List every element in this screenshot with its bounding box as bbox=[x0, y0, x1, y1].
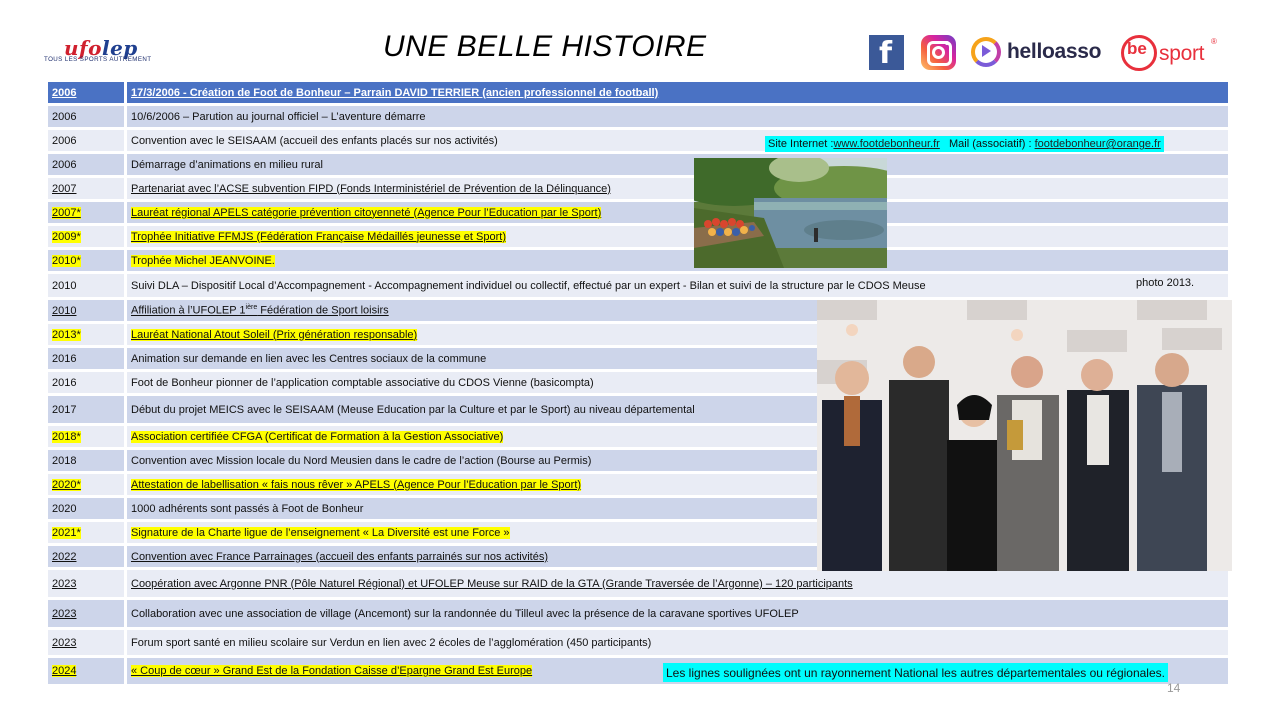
timeline-year: 2016 bbox=[52, 352, 77, 365]
timeline-year: 2006 bbox=[52, 134, 77, 147]
timeline-row bbox=[48, 202, 1228, 223]
helloasso-logo[interactable] bbox=[971, 35, 1111, 69]
timeline-description bbox=[131, 637, 651, 649]
timeline-year-cell bbox=[48, 300, 124, 321]
ufolep-logo bbox=[44, 38, 194, 68]
timeline-year: 2023 bbox=[52, 636, 77, 649]
timeline-text: « Coup de cœur » Grand Est de la Fondation Caisse d’Epargne Grand Est Europe bbox=[131, 665, 533, 677]
timeline-year: 2007 bbox=[52, 182, 77, 195]
timeline-description bbox=[131, 578, 853, 590]
website-link[interactable]: www.footdebonheur.fr bbox=[833, 138, 940, 150]
timeline-year-cell bbox=[48, 324, 124, 345]
logo-tagline: TOUS LES SPORTS AUTREMENT bbox=[44, 56, 152, 63]
timeline-row bbox=[48, 630, 1228, 655]
timeline-description bbox=[131, 135, 498, 147]
photo-caption: photo 2013. bbox=[1136, 277, 1195, 289]
timeline-description bbox=[131, 503, 363, 515]
timeline-text: Forum sport santé en milieu scolaire sur Verdun en lien avec 2 écoles de l’agglomération (450 participants) bbox=[131, 636, 652, 649]
timeline-year: 2009* bbox=[52, 230, 81, 243]
timeline-year-cell bbox=[48, 226, 124, 247]
timeline-text: 1000 adhérents sont passés à Foot de Bonheur bbox=[131, 502, 364, 515]
timeline-year: 2022 bbox=[52, 550, 77, 563]
timeline-year: 2021* bbox=[52, 526, 81, 539]
timeline-text: 10/6/2006 – Parution au journal officiel – L’aventure démarre bbox=[131, 110, 426, 123]
timeline-year: 2020 bbox=[52, 502, 77, 515]
instagram-dot bbox=[945, 41, 949, 45]
besport-be: be bbox=[1127, 39, 1147, 58]
timeline-year-cell bbox=[48, 348, 124, 369]
timeline-description bbox=[131, 329, 417, 341]
timeline-text: Suivi DLA – Dispositif Local d’Accompagnement - Accompagnement individuel ou collectif, effectué par un expert - Bilan et suivi de la structure par le CDOS Meuse bbox=[131, 279, 926, 292]
legend-note: Les lignes soulignées ont un rayonnement National les autres départementales ou régionales. bbox=[663, 663, 1168, 682]
timeline-text: Coopération avec Argonne PNR (Pôle Naturel Régional) et UFOLEP Meuse sur RAID de la GTA (Grande Traversée de l’Argonne) – 120 participants bbox=[131, 577, 853, 590]
timeline-year-cell bbox=[48, 522, 124, 543]
contact-callout bbox=[765, 136, 1164, 152]
timeline-text: Convention avec le SEISAAM (accueil des enfants placés sur nos activités) bbox=[131, 134, 498, 147]
timeline-text: Attestation de labellisation « fais nous rêver » APELS (Agence Pour l’Education par le Sport) bbox=[131, 478, 582, 491]
timeline-row bbox=[48, 250, 1228, 271]
timeline-description bbox=[131, 255, 275, 267]
timeline-year: 2020* bbox=[52, 478, 81, 491]
timeline-description-cell bbox=[127, 226, 1228, 247]
timeline-year-cell bbox=[48, 82, 124, 103]
timeline-row bbox=[48, 570, 1228, 597]
besport-logo[interactable] bbox=[1121, 35, 1221, 69]
facebook-icon[interactable] bbox=[869, 35, 904, 70]
timeline-year-cell bbox=[48, 474, 124, 495]
page-title: UNE BELLE HISTOIRE bbox=[383, 30, 707, 63]
timeline-description bbox=[131, 353, 486, 365]
site-label: Site Internet : bbox=[768, 138, 834, 150]
timeline-row bbox=[48, 274, 1228, 297]
lake-group-photo bbox=[694, 158, 887, 268]
timeline-row bbox=[48, 178, 1228, 199]
timeline-description bbox=[131, 479, 581, 491]
helloasso-play-icon bbox=[982, 45, 991, 57]
timeline-description-cell bbox=[127, 600, 1228, 627]
award-photo-svg bbox=[817, 300, 1232, 571]
instagram-icon[interactable] bbox=[921, 35, 956, 70]
timeline-year-cell bbox=[48, 130, 124, 151]
mail-label: Mail (associatif) : bbox=[939, 138, 1035, 150]
timeline-year-cell bbox=[48, 250, 124, 271]
timeline-year: 2006 bbox=[52, 158, 77, 171]
timeline-description bbox=[131, 183, 611, 195]
timeline-year-cell bbox=[48, 202, 124, 223]
timeline-text: Animation sur demande en lien avec les Centres sociaux de la commune bbox=[131, 352, 487, 365]
timeline-year-cell bbox=[48, 396, 124, 423]
timeline-year-cell bbox=[48, 426, 124, 447]
timeline-description-cell bbox=[127, 154, 1228, 175]
timeline-description bbox=[131, 304, 389, 317]
timeline-description bbox=[131, 87, 658, 99]
timeline-row bbox=[48, 226, 1228, 247]
besport-sport: sport bbox=[1159, 42, 1205, 65]
timeline-year: 2006 bbox=[52, 110, 77, 123]
timeline-description bbox=[131, 159, 323, 171]
timeline-description bbox=[131, 207, 601, 219]
timeline-year: 2018* bbox=[52, 430, 81, 443]
timeline-text: Lauréat National Atout Soleil (Prix génération responsable) bbox=[131, 328, 418, 341]
timeline-text: Foot de Bonheur pionner de l’application comptable associative du CDOS Vienne (basicompta) bbox=[131, 376, 594, 389]
timeline-description bbox=[131, 231, 506, 243]
timeline-text: Trophée Initiative FFMJS (Fédération Française Médaillés jeunesse et Sport) bbox=[131, 230, 506, 243]
timeline-text-after: Fédération de Sport loisirs bbox=[257, 304, 389, 317]
timeline-year: 2013* bbox=[52, 328, 81, 341]
page-number: 14 bbox=[1167, 681, 1181, 695]
timeline-year-cell bbox=[48, 498, 124, 519]
timeline-year: 2010* bbox=[52, 254, 81, 267]
logo-brand-main: ufo bbox=[64, 36, 102, 60]
timeline-year-cell bbox=[48, 274, 124, 297]
timeline-year-cell bbox=[48, 372, 124, 393]
timeline-year-cell bbox=[48, 450, 124, 471]
email-link[interactable]: footdebonheur@orange.fr bbox=[1034, 138, 1161, 150]
timeline-text: Convention avec France Parrainages (accueil des enfants parrainés sur nos activités) bbox=[131, 550, 548, 563]
timeline-year-cell bbox=[48, 178, 124, 199]
timeline-description-cell bbox=[127, 178, 1228, 199]
facebook-glyph: f bbox=[879, 36, 893, 71]
timeline-row bbox=[48, 154, 1228, 175]
timeline-year-cell bbox=[48, 546, 124, 567]
timeline-year: 2010 bbox=[52, 279, 77, 292]
timeline-year: 2017 bbox=[52, 403, 77, 416]
timeline-text: Convention avec Mission locale du Nord Meusien dans le cadre de l’action (Bourse au Permis) bbox=[131, 454, 592, 467]
timeline-year: 2023 bbox=[52, 577, 77, 590]
timeline-text: 17/3/2006 - Création de Foot de Bonheur – Parrain DAVID TERRIER (ancien professionnel de football) bbox=[131, 86, 659, 99]
timeline-text: Début du projet MEICS avec le SEISAAM (Meuse Education par la Culture et par le Sport) au niveau départemental bbox=[131, 403, 695, 416]
timeline-text: Association certifiée CFGA (Certificat de Formation à la Gestion Associative) bbox=[131, 430, 504, 443]
instagram-lens bbox=[932, 46, 945, 59]
timeline-row bbox=[48, 106, 1228, 127]
logo-brand-accent: lep bbox=[101, 36, 138, 60]
timeline-year: 2024 bbox=[52, 665, 77, 677]
timeline-description-cell bbox=[127, 274, 1228, 297]
lake-photo-svg bbox=[694, 158, 887, 268]
timeline-description-cell bbox=[127, 202, 1228, 223]
helloasso-wordmark: helloasso bbox=[1007, 40, 1102, 63]
timeline-description-cell bbox=[127, 630, 1228, 655]
timeline-description bbox=[131, 280, 926, 292]
timeline-year: 2016 bbox=[52, 376, 77, 389]
timeline-text: Trophée Michel JEANVOINE. bbox=[131, 254, 275, 267]
timeline-description-cell bbox=[127, 106, 1228, 127]
timeline-description bbox=[131, 665, 532, 677]
timeline-year-cell bbox=[48, 154, 124, 175]
timeline-description-cell bbox=[127, 250, 1228, 271]
timeline-description bbox=[131, 404, 695, 416]
timeline-text: Démarrage d’animations en milieu rural bbox=[131, 158, 323, 171]
timeline-year: 2006 bbox=[52, 86, 77, 99]
timeline-year-cell bbox=[48, 106, 124, 127]
timeline-description-cell bbox=[127, 82, 1228, 103]
timeline-text: Collaboration avec une association de village (Ancemont) sur la randonnée du Tilleul avec la présence de la caravane sportives UFOLEP bbox=[131, 607, 799, 620]
timeline-row bbox=[48, 600, 1228, 627]
timeline-description-cell bbox=[127, 570, 1228, 597]
timeline-text: Signature de la Charte ligue de l’enseignement « La Diversité est une Force » bbox=[131, 526, 510, 539]
timeline-description bbox=[131, 551, 548, 563]
timeline-description bbox=[131, 111, 426, 123]
timeline-description bbox=[131, 431, 503, 443]
timeline-row bbox=[48, 82, 1228, 103]
timeline-year: 2010 bbox=[52, 304, 77, 317]
timeline-description bbox=[131, 455, 591, 467]
timeline-description bbox=[131, 608, 799, 620]
timeline-description bbox=[131, 377, 594, 389]
timeline-year-cell bbox=[48, 630, 124, 655]
timeline-text: Affiliation à l’UFOLEP 1 bbox=[131, 304, 246, 317]
timeline-year: 2023 bbox=[52, 607, 77, 620]
timeline-year-cell bbox=[48, 658, 124, 684]
besport-registered: ® bbox=[1211, 37, 1217, 46]
timeline-description bbox=[131, 527, 510, 539]
timeline-superscript: ière bbox=[245, 304, 258, 312]
award-ceremony-photo bbox=[817, 300, 1232, 571]
timeline-year-cell bbox=[48, 570, 124, 597]
timeline-year-cell bbox=[48, 600, 124, 627]
timeline-text: Lauréat régional APELS catégorie prévention citoyenneté (Agence Pour l’Education par le Sport) bbox=[131, 206, 602, 219]
timeline-year: 2007* bbox=[52, 206, 81, 219]
timeline-text: Partenariat avec l’ACSE subvention FIPD (Fonds Interministériel de Prévention de la Délinquance) bbox=[131, 182, 611, 195]
timeline-year: 2018 bbox=[52, 454, 77, 467]
